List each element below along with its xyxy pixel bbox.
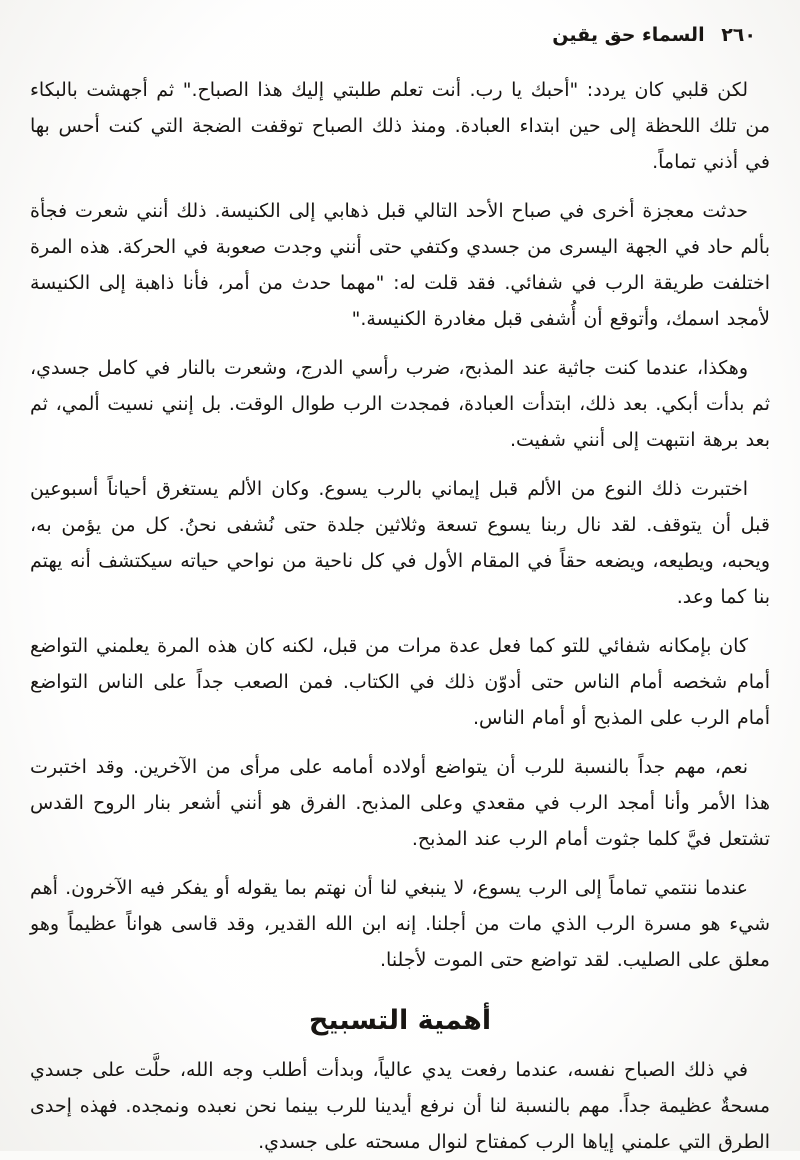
- paragraph: اختبرت ذلك النوع من الألم قبل إيماني بالرب يسوع. وكان الألم يستغرق أحياناً أسبوعين قبل أن يتوقف. لقد نال ربنا يسوع تسعة وثلاثين جلدة حتى نُشفى نحنُ. كل من يؤمن به، ويحبه، ويطيعه، ويضعه حقاً في المقام الأول في كل ناحية من نواحي حياته سيكتشف أنه يهتم بنا كما وعد.: [30, 478, 770, 608]
- paragraph: نعم، مهم جداً بالنسبة للرب أن يتواضع أولاده أمامه على مرأى من الآخرين. وقد اختبرت هذا الأمر وأنا أمجد الرب في مقعدي وعلى المذبح. الفرق هو أنني أشعر بنار الروح القدس تشتعل فيَّ كلما جثوت أمام الرب عند المذبح.: [30, 756, 770, 850]
- paragraph: حدثت معجزة أخرى في صباح الأحد التالي قبل ذهابي إلى الكنيسة. ذلك أنني شعرت فجأة بألم حاد في الجهة اليسرى من جسدي وكتفي حتى أنني وجدت صعوبة في الحركة. هذه المرة اختلفت طريقة الرب في شفائي. فقد قلت له: "مهما حدث من أمر، فأنا ذاهبة إلى الكنيسة لأمجد اسمك، وأتوقع أن أُشفى قبل مغادرة الكنيسة.": [30, 200, 770, 330]
- paragraph: كان بإمكانه شفائي للتو كما فعل عدة مرات من قبل، لكنه كان هذه المرة يعلمني التواضع أمام شخصه أمام الناس حتى أدوّن ذلك في الكتاب. فمن الصعب جداً على الناس التواضع أمام الرب على المذبح أو أمام الناس.: [30, 635, 770, 729]
- paragraph: لكن قلبي كان يردد: "أحبك يا رب. أنت تعلم طلبتي إليك هذا الصباح." ثم أجهشت بالبكاء من تلك اللحظة إلى حين ابتداء العبادة. ومنذ ذلك الصباح توقفت الضجة التي كنت أحس بها في أذني تماماً.: [30, 79, 770, 173]
- section-text: [30, 1052, 770, 1160]
- page-number: ٢٦٠: [721, 24, 756, 46]
- body-text: [30, 72, 770, 978]
- paragraph: عندما ننتمي تماماً إلى الرب يسوع، لا ينبغي لنا أن نهتم بما يقوله أو يفكر فيه الآخرون. أهم شيء هو مسرة الرب الذي مات من أجلنا. إنه ابن الله القدير، وقد قاسى هواناً عظيماً وهو معلق على الصليب. لقد تواضع حتى الموت لأجلنا.: [30, 877, 770, 971]
- section-heading: أهمية التسبيح: [308, 1005, 492, 1036]
- paragraph: وهكذا، عندما كنت جاثية عند المذبح، ضرب رأسي الدرج، وشعرت بالنار في كامل جسدي، ثم بدأت أبكي. بعد ذلك، ابتدأت العبادة، فمجدت الرب طوال الوقت. بل إنني نسيت ألمي، ثم بعد برهة انتبهت إلى أنني شفيت.: [30, 357, 770, 451]
- paragraph: في ذلك الصباح نفسه، عندما رفعت يدي عالياً، وبدأت أطلب وجه الله، حلَّت على جسدي مسحةٌ عظيمة جداً. مهم بالنسبة لنا أن نرفع أيدينا للرب بينما نحن نعبده ونمجده. فهذه إحدى الطرق التي علمني إياها الرب كمفتاح لنوال مسحته على جسدي.: [30, 1059, 770, 1153]
- book-title: السماء حق يقين: [552, 24, 705, 46]
- running-head: [30, 24, 770, 46]
